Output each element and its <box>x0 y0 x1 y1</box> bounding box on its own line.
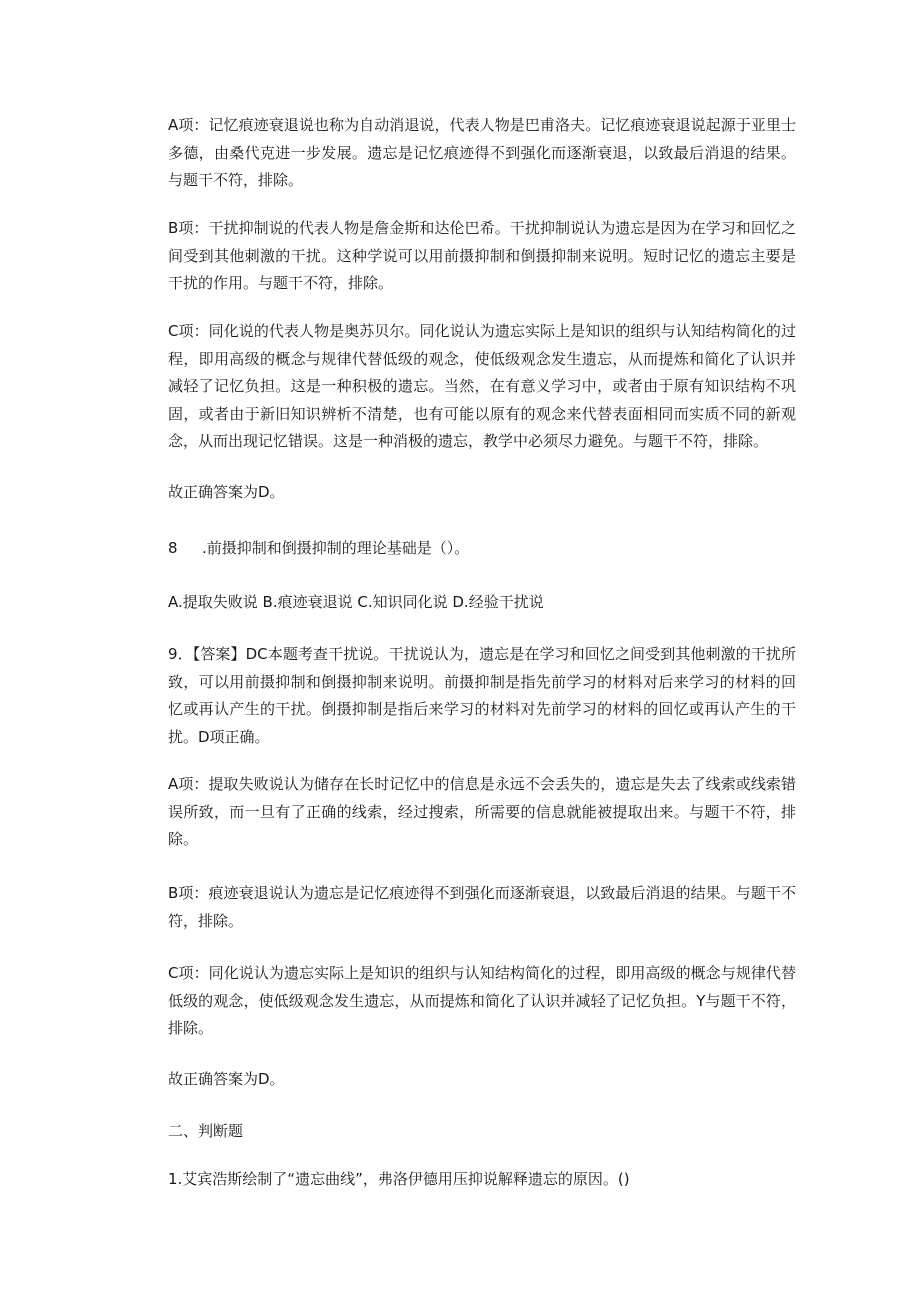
question-number: 8 <box>168 539 178 557</box>
question-8 <box>168 535 796 563</box>
answer-conclusion-2: 故正确答案为D。 <box>168 1070 285 1088</box>
option-b-explanation-2: B项：痕迹衰退说认为遗忘是记忆痕迹得不到强化而逐渐衰退，以致最后消退的结果。与题干不符，排除。 <box>168 884 796 930</box>
answer-explanation-9: 9．【答案】DC本题考查干扰说。干扰说认为，遗忘是在学习和回忆之间受到其他刺激的干扰所致，可以用前摄抑制和倒摄抑制来说明。前摄抑制是指先前学习的材料对后来学习的材料的回忆或再认产生的干扰。倒摄抑制是指后来学习的材料对先前学习的材料的回忆或再认产生的干扰。D项正确。 <box>168 645 796 746</box>
option-a-explanation-1: A项：记忆痕迹衰退说也称为自动消退说，代表人物是巴甫洛夫。记忆痕迹衰退说起源于亚里士多德，由桑代克进一步发展。遗忘是记忆痕迹得不到强化而逐渐衰退，以致最后消退的结果。与题干不符，排除。 <box>168 116 796 189</box>
option-c-explanation-2: C项：同化说认为遗忘实际上是知识的组织与认知结构简化的过程，即用高级的概念与规律代替低级的观念，使低级观念发生遗忘，从而提炼和简化了认识并减轻了记忆负担。Y与题干不符，排除。 <box>168 964 796 1037</box>
option-c-explanation-1: C项：同化说的代表人物是奥苏贝尔。同化说认为遗忘实际上是知识的组织与认知结构简化的过程，即用高级的概念与规律代替低级的观念，使低级观念发生遗忘，从而提炼和简化了认识并减轻了记忆负担。这是一种积极的遗忘。当然，在有意义学习中，或者由于原有知识结构不巩固，或者由于新旧知识辨析不清楚，也有可能以原有的观念来代替表面相同而实质不同的新观念，从而出现记忆错误。这是一种消极的遗忘，教学中必须尽力避免。与题干不符，排除。 <box>168 322 796 450</box>
section-heading: 二、判断题 <box>168 1122 244 1140</box>
option-a-explanation-2: A项：提取失败说认为储存在长时记忆中的信息是永远不会丢失的，遗忘是失去了线索或线索错误所致，而一旦有了正确的线索，经过搜索，所需要的信息就能被提取出来。与题干不符，排除。 <box>168 775 796 848</box>
option-b-explanation-1: B项：干扰抑制说的代表人物是詹金斯和达伦巴希。干扰抑制说认为遗忘是因为在学习和回忆之间受到其他刺激的干扰。这种学说可以用前摄抑制和倒摄抑制来说明。短时记忆的遗忘主要是干扰的作用。与题干不符，排除。 <box>168 219 796 292</box>
answer-conclusion-1: 故正确答案为D。 <box>168 483 285 501</box>
question-text: .前摄抑制和倒摄抑制的理论基础是（）。 <box>202 539 470 557</box>
true-false-question-1: 1.艾宾浩斯绘制了“遗忘曲线”，弗洛伊德用压抑说解释遗忘的原因。() <box>168 1170 630 1188</box>
question-8-options: A.提取失败说 B.痕迹衰退说 C.知识同化说 D.经验干扰说 <box>168 593 544 611</box>
